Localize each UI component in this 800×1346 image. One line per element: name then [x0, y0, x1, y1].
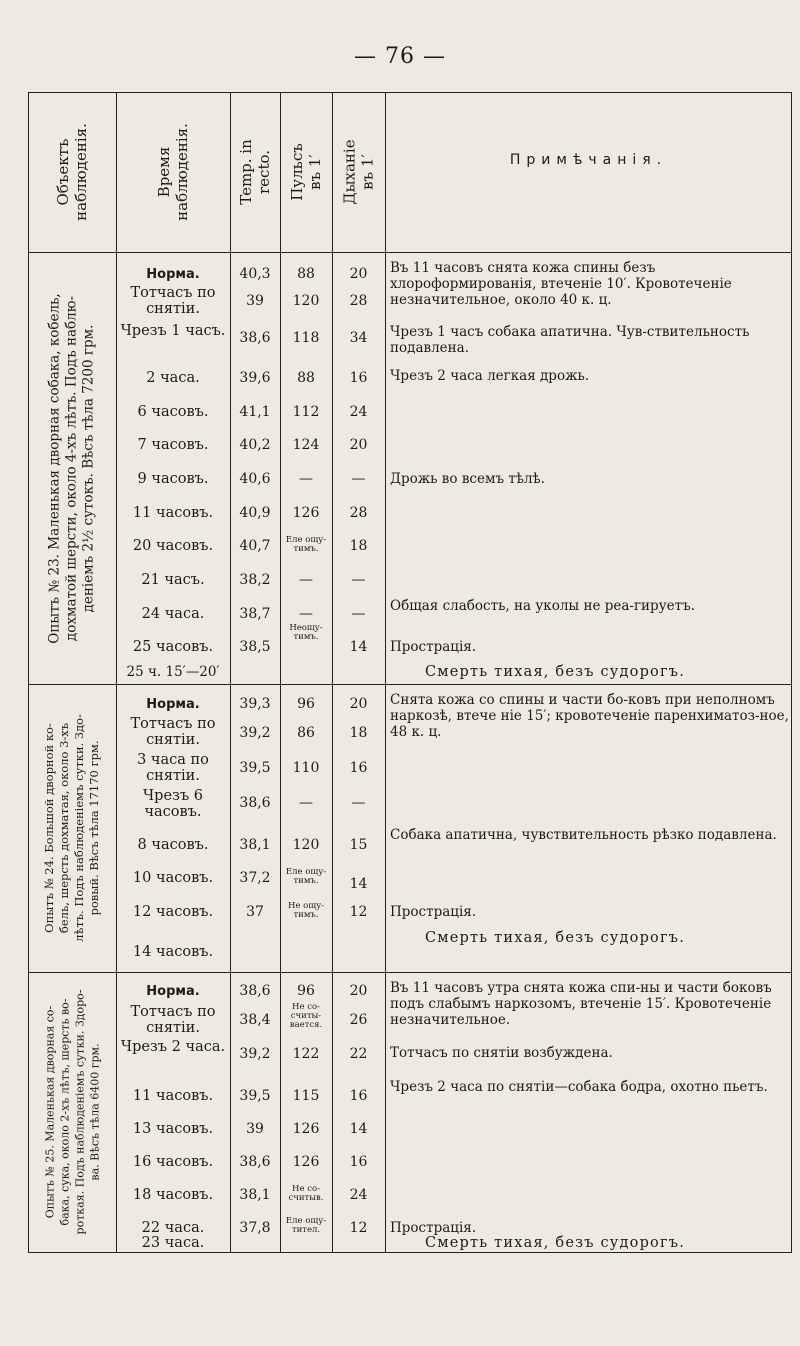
exp24-time: Норма.: [146, 697, 200, 712]
experiment-25-title: Опытъ № 25. Маленькая дворная со- бака, сука, около 2-хъ лѣтъ, шерсть во- роткая. Подъ наблюденіемъ сутки. Здоро- ва. Вѣсъ тѣла 6400 грм.: [43, 989, 102, 1235]
exp23-resp: 24: [349, 404, 368, 420]
exp24-pulse: Еле ощу-тимъ.: [285, 867, 327, 886]
exp23-time: 9 часовъ.: [137, 471, 209, 487]
exp25-time: 16 часовъ.: [132, 1154, 214, 1170]
exp25-time: 18 часовъ.: [132, 1187, 214, 1203]
exp23-temp: 38,2: [239, 572, 271, 588]
exp23-resp: 28: [349, 505, 368, 521]
exp25-resp: 14: [349, 1121, 368, 1137]
exp24-temp: 37,2: [239, 870, 271, 886]
exp23-time: 7 часовъ.: [137, 437, 209, 453]
exp25-resp: 24: [349, 1187, 368, 1203]
exp23-resp: 20: [349, 266, 368, 282]
experiment-24-title: Опытъ № 24. Большой дворной ко- бель, шерсть дохматая, около 3-хъ лѣтъ. Подъ наблюденіемъ сутки. Здо- ровый. Вѣсъ тѣла 17170 грм.: [42, 714, 101, 942]
exp24-time: 10 часовъ.: [132, 870, 214, 886]
exp25-note: Въ 11 часовъ утра снята кожа спи-ны и части боковъ подъ слабымъ наркозомъ, втеченіе 15′. Кровотеченіе незначительное.: [390, 980, 772, 1028]
exp25-resp: 12: [349, 1220, 368, 1236]
exp23-note: Чрезъ 1 часъ собака апатична. Чув-ствительность подавлена.: [390, 324, 750, 356]
exp24-pulse: 86: [297, 725, 315, 741]
exp23-pulse: 120: [292, 293, 320, 309]
exp23-time: 6 часовъ.: [137, 404, 209, 420]
exp24-resp: 12: [349, 904, 368, 920]
exp24-pulse: 110: [292, 760, 320, 776]
exp25-pulse: Еле ощу-тител.: [285, 1216, 327, 1235]
exp23-time: 21 часъ.: [141, 572, 205, 588]
exp25-pulse: 122: [292, 1046, 320, 1062]
header-notes: Примѣчанія.: [509, 152, 668, 168]
exp23-pulse: Еле ощу-тимъ.: [285, 535, 327, 554]
exp25-temp: 39,2: [239, 1046, 271, 1062]
exp25-pulse: 126: [292, 1121, 320, 1137]
exp24-temp: 38,1: [239, 837, 271, 853]
exp24-resp: 16: [349, 760, 368, 776]
exp23-temp: 41,1: [239, 404, 271, 420]
exp24-resp: 20: [349, 696, 368, 712]
exp24-resp: 18: [349, 725, 368, 741]
exp25-time: Тотчасъ по снятіи.: [130, 1004, 216, 1036]
exp23-time: Норма.: [146, 267, 200, 282]
exp23-resp: —: [351, 572, 366, 588]
exp24-resp: —: [351, 795, 366, 811]
exp25-time: Чрезъ 2 часа.: [120, 1039, 226, 1055]
exp23-death: Смерть тихая, безъ судорогъ.: [424, 664, 686, 680]
observation-table: [28, 92, 792, 1252]
exp25-resp: 16: [349, 1088, 368, 1104]
exp24-time: 12 часовъ.: [132, 904, 214, 920]
exp25-temp: 39,5: [239, 1088, 271, 1104]
exp23-pulse: 126: [292, 505, 320, 521]
exp24-temp: 39,3: [239, 696, 271, 712]
exp23-resp: 34: [349, 330, 368, 346]
exp24-note: Собака апатична, чувствительность рѣзко подавлена.: [390, 827, 777, 843]
exp24-pulse: 96: [297, 696, 315, 712]
exp25-temp: 37,8: [239, 1220, 271, 1236]
exp23-pulse: 112: [292, 404, 320, 420]
exp25-pulse: 115: [292, 1088, 320, 1104]
exp25-note: Чрезъ 2 часа по снятіи—собака бодра, охотно пьетъ.: [390, 1079, 768, 1095]
exp23-resp: 20: [349, 437, 368, 453]
exp23-resp: 18: [349, 538, 368, 554]
exp24-temp: 37: [246, 904, 264, 920]
exp24-pulse: Не ощу-тимъ.: [287, 901, 325, 920]
header-pulse: Пульсъ въ 1′: [288, 143, 325, 201]
exp25-time: 22 часа.: [141, 1220, 205, 1236]
exp25-time: Норма.: [146, 984, 200, 999]
exp25-death: Смерть тихая, безъ судорогъ.: [424, 1235, 686, 1251]
exp24-pulse: —: [299, 795, 313, 811]
exp23-pulse: —: [299, 606, 313, 622]
header-object: Объектъ наблюденія.: [54, 123, 91, 221]
exp23-resp: —: [351, 606, 366, 622]
exp23-temp: 40,2: [239, 437, 271, 453]
exp25-temp: 39: [246, 1121, 264, 1137]
exp23-note: Прострація.: [390, 639, 477, 655]
exp25-note: Тотчасъ по снятіи возбуждена.: [390, 1045, 613, 1061]
exp23-time: 24 часа.: [141, 606, 205, 622]
exp23-temp: 40,6: [239, 471, 271, 487]
header-time: Время наблюденія.: [154, 123, 191, 221]
table-bottom-border: [28, 1252, 792, 1253]
exp23-pulse: 88: [297, 266, 315, 282]
exp23-note: Въ 11 часовъ снята кожа спины безъ хлороформированія, втеченіе 10′. Кровотеченіе незначительное, около 40 к. ц.: [390, 260, 732, 308]
exp25-time: 11 часовъ.: [132, 1088, 214, 1104]
exp23-pulse: —: [299, 471, 313, 487]
exp23-resp: 16: [349, 370, 368, 386]
exp25-temp: 38,4: [239, 1012, 271, 1028]
exp25-resp: 16: [349, 1154, 368, 1170]
exp23-resp: 14: [349, 639, 368, 655]
header-bottom-border: [28, 252, 792, 253]
exp23-pulse: 124: [292, 437, 320, 453]
exp24-time: Тотчасъ по снятіи.: [130, 716, 216, 748]
exp24-resp: 14: [349, 876, 368, 892]
exp25-time: 13 часовъ.: [132, 1121, 214, 1137]
exp23-resp: —: [351, 471, 366, 487]
exp23-pulse: 88: [297, 370, 315, 386]
header-resp: Дыханіе въ 1′: [340, 139, 377, 205]
exp23-temp: 39: [246, 293, 264, 309]
exp23-temp: 39,6: [239, 370, 271, 386]
header-temp: Temp. in recto.: [237, 139, 274, 205]
exp25-time: 23 часа.: [141, 1235, 205, 1251]
experiment-23-title: Опытъ № 23. Маленькая дворная собака, кобель, дохматой шерсти, около 4-хъ лѣтъ. Подъ наблю- деніемъ 2½ сутокъ. Вѣсъ тѣла 7200 грм.: [46, 292, 97, 644]
exp23-temp: 40,7: [239, 538, 271, 554]
exp23-pulse: 118: [292, 330, 320, 346]
exp23-time: Чрезъ 1 часъ.: [120, 323, 226, 339]
exp23-temp: 40,3: [239, 266, 271, 282]
exp24-resp: 15: [349, 837, 368, 853]
exp24-temp: 38,6: [239, 795, 271, 811]
exp25-resp: 22: [349, 1046, 368, 1062]
exp23-pulse: Неощу-тимъ.: [289, 623, 323, 642]
exp23-time: 2 часа.: [146, 370, 200, 386]
exp25-note: Прострація.: [390, 1220, 477, 1236]
exp24-note: Прострація.: [390, 904, 477, 920]
section-divider-2: [28, 972, 792, 973]
exp25-temp: 38,6: [239, 1154, 271, 1170]
exp24-time: 14 часовъ.: [132, 944, 214, 960]
exp23-time: Тотчасъ по снятіи.: [130, 285, 216, 317]
exp25-temp: 38,1: [239, 1187, 271, 1203]
section-divider-1: [28, 684, 792, 685]
exp23-time: 25 ч. 15′—20′: [126, 664, 220, 680]
exp23-temp: 40,9: [239, 505, 271, 521]
exp23-note: Дрожь во всемъ тѣлѣ.: [390, 471, 545, 487]
exp23-temp: 38,5: [239, 639, 271, 655]
exp23-pulse: —: [299, 572, 313, 588]
page-number: — 76 —: [354, 44, 446, 69]
exp25-pulse: Не со-считы-вается.: [289, 1002, 323, 1030]
exp23-note: Общая слабость, на уколы не реа-гируетъ.: [390, 598, 695, 614]
exp24-temp: 39,2: [239, 725, 271, 741]
exp23-note: Чрезъ 2 часа легкая дрожь.: [390, 368, 590, 384]
exp25-resp: 20: [349, 983, 368, 999]
exp24-time: Чрезъ 6 часовъ.: [142, 788, 204, 820]
exp25-pulse: 126: [292, 1154, 320, 1170]
exp24-time: 3 часа по снятіи.: [137, 752, 209, 784]
exp24-death: Смерть тихая, безъ судорогъ.: [424, 930, 686, 946]
exp23-temp: 38,7: [239, 606, 271, 622]
exp23-temp: 38,6: [239, 330, 271, 346]
exp24-pulse: 120: [292, 837, 320, 853]
exp23-time: 11 часовъ.: [132, 505, 214, 521]
exp25-resp: 26: [349, 1012, 368, 1028]
exp23-resp: 28: [349, 293, 368, 309]
exp23-time: 25 часовъ.: [132, 639, 214, 655]
exp24-note: Снята кожа со спины и части бо-ковъ при неполномъ наркозѣ, втече ніе 15′; кровотеченіе паренхиматоз-ное, 48 к. ц.: [390, 692, 789, 740]
exp24-time: 8 часовъ.: [137, 837, 209, 853]
exp23-time: 20 часовъ.: [132, 538, 214, 554]
exp25-pulse: Не со-считыв.: [288, 1184, 324, 1203]
exp25-temp: 38,6: [239, 983, 271, 999]
exp24-temp: 39,5: [239, 760, 271, 776]
exp25-pulse: 96: [297, 983, 315, 999]
